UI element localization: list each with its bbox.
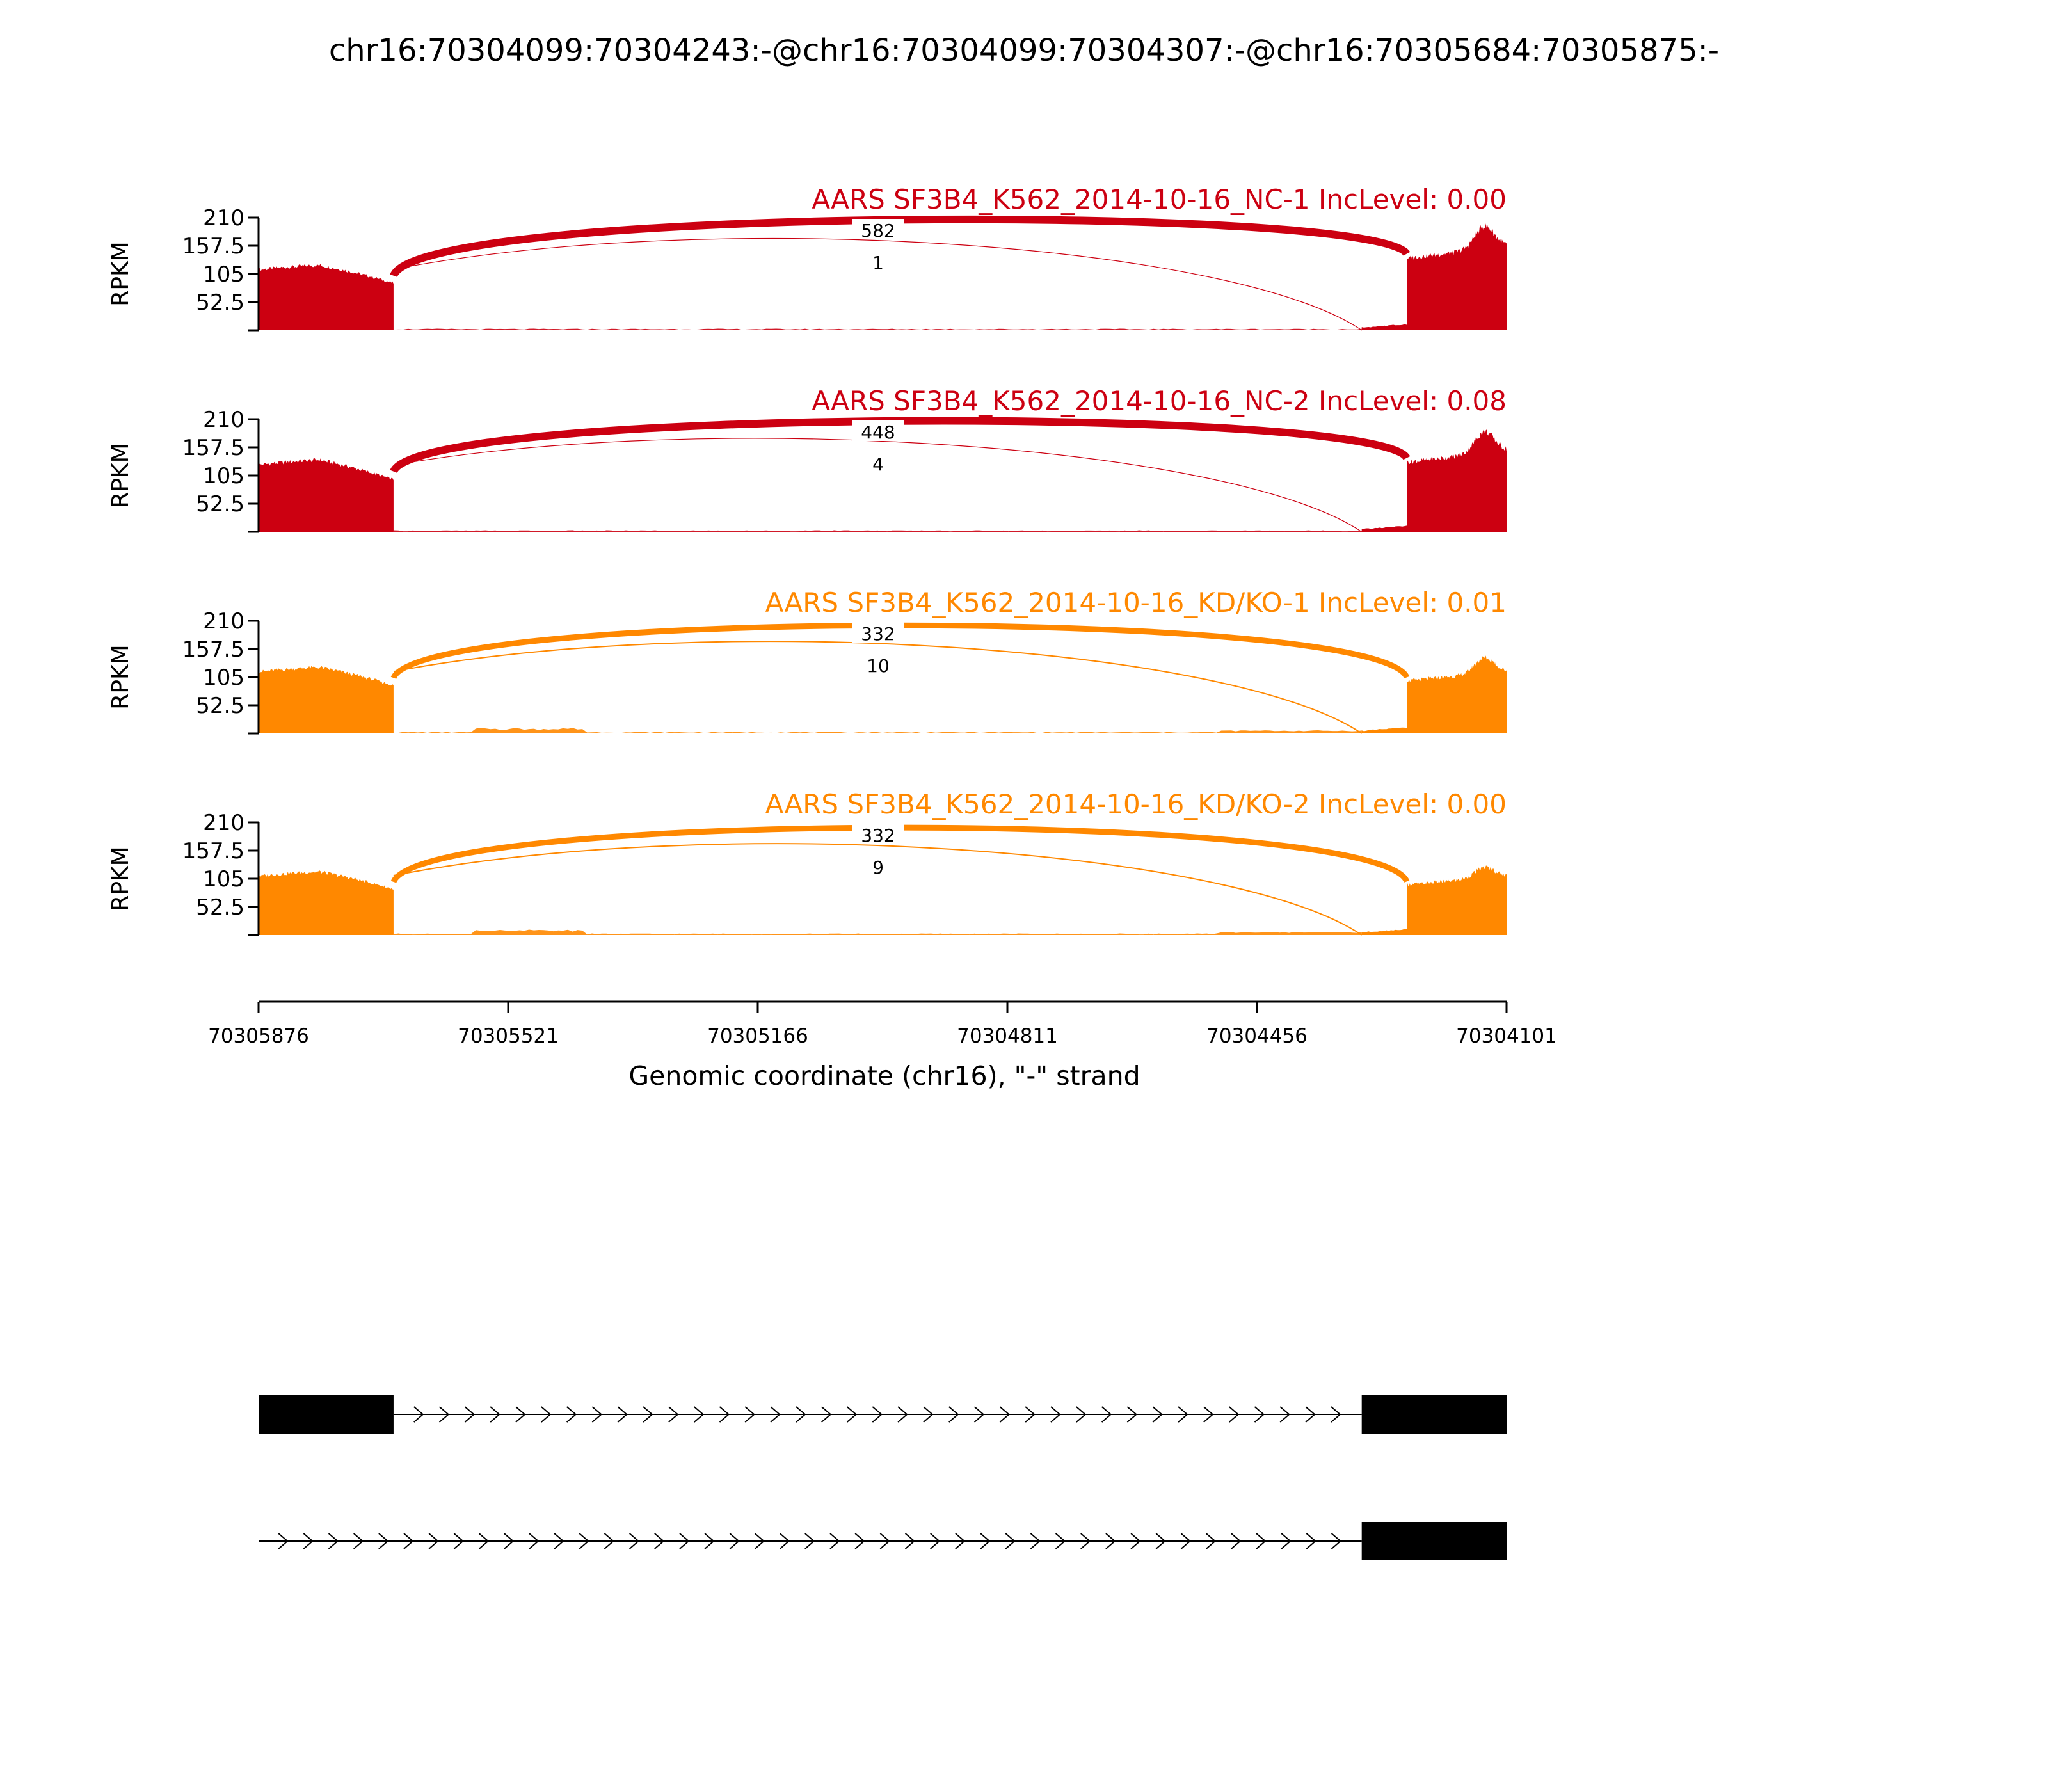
junction-count-label: 332 — [861, 825, 895, 846]
x-tick-label: 70305166 — [707, 1025, 808, 1048]
coverage-intron — [394, 531, 1362, 532]
coverage-exon-3 — [1407, 429, 1507, 532]
sashimi-panel — [108, 385, 1507, 532]
x-tick-label: 70304456 — [1206, 1025, 1308, 1048]
y-tick-label: 157.5 — [182, 234, 244, 259]
junction-count-label: 582 — [861, 220, 895, 241]
junction-count-label: 1 — [872, 252, 884, 273]
chart-title: chr16:70304099:70304243:-@chr16:70304099:70304307:-@chr16:70305684:70305875:- — [328, 33, 1720, 68]
coverage-exon-1 — [259, 458, 394, 532]
exon-block — [259, 1395, 394, 1434]
isoform-row — [259, 1522, 1507, 1560]
coverage-intron — [394, 728, 1362, 733]
y-tick-label: 210 — [203, 407, 244, 433]
y-tick-label: 105 — [203, 665, 244, 691]
coverage-exon-2 — [1362, 525, 1407, 532]
panel-title: AARS SF3B4_K562_2014-10-16_KD/KO-2 IncLevel: 0.00 — [765, 788, 1507, 820]
x-tick-label: 70304101 — [1456, 1025, 1557, 1048]
y-tick-label: 210 — [203, 810, 244, 836]
coverage-exon-2 — [1362, 324, 1407, 330]
junction-count-label: 332 — [861, 623, 895, 644]
sashimi-panels — [108, 184, 1507, 935]
y-tick-label: 157.5 — [182, 637, 244, 662]
y-axis-label: RPKM — [108, 644, 134, 710]
coverage-exon-2 — [1362, 929, 1407, 936]
y-tick-label: 52.5 — [196, 492, 244, 517]
coverage-exon-3 — [1407, 866, 1507, 936]
exon-block — [1362, 1395, 1507, 1434]
y-tick-label: 105 — [203, 867, 244, 892]
junction-count-label: 4 — [872, 454, 884, 475]
junction-count-label: 9 — [872, 857, 884, 878]
x-axis — [208, 1002, 1557, 1048]
y-tick-label: 157.5 — [182, 435, 244, 461]
coverage-exon-1 — [259, 666, 394, 733]
coverage-exon-1 — [259, 264, 394, 331]
y-axis-label: RPKM — [108, 443, 134, 508]
y-tick-label: 157.5 — [182, 838, 244, 864]
y-tick-label: 105 — [203, 463, 244, 489]
junction-arc — [394, 438, 1362, 532]
exon-block — [1362, 1522, 1507, 1560]
gene-model-track — [259, 1395, 1507, 1560]
y-tick-label: 210 — [203, 609, 244, 634]
y-axis-label: RPKM — [108, 241, 134, 307]
y-tick-label: 52.5 — [196, 290, 244, 316]
x-tick-label: 70305521 — [458, 1025, 559, 1048]
coverage-intron — [394, 329, 1362, 331]
coverage-exon-2 — [1362, 728, 1407, 733]
sashimi-panel — [108, 587, 1507, 733]
y-tick-label: 52.5 — [196, 693, 244, 719]
panel-title: AARS SF3B4_K562_2014-10-16_NC-2 IncLevel: 0.08 — [812, 385, 1507, 417]
junction-count-label: 448 — [861, 422, 895, 443]
x-tick-label: 70305876 — [208, 1025, 309, 1048]
panel-title: AARS SF3B4_K562_2014-10-16_KD/KO-1 IncLevel: 0.01 — [765, 587, 1507, 618]
coverage-exon-3 — [1407, 223, 1507, 330]
y-tick-label: 105 — [203, 262, 244, 287]
coverage-exon-1 — [259, 870, 394, 935]
isoform-row — [259, 1395, 1507, 1434]
y-tick-label: 52.5 — [196, 895, 244, 920]
sashimi-panel — [108, 184, 1507, 330]
coverage-intron — [394, 930, 1362, 936]
y-tick-label: 210 — [203, 205, 244, 231]
y-axis-label: RPKM — [108, 846, 134, 911]
junction-count-label: 10 — [867, 655, 890, 676]
x-tick-label: 70304811 — [957, 1025, 1058, 1048]
coverage-exon-3 — [1407, 655, 1507, 733]
panel-title: AARS SF3B4_K562_2014-10-16_NC-1 IncLevel: 0.00 — [812, 184, 1507, 215]
x-axis-label: Genomic coordinate (chr16), "-" strand — [628, 1060, 1140, 1091]
sashimi-panel — [108, 788, 1507, 935]
